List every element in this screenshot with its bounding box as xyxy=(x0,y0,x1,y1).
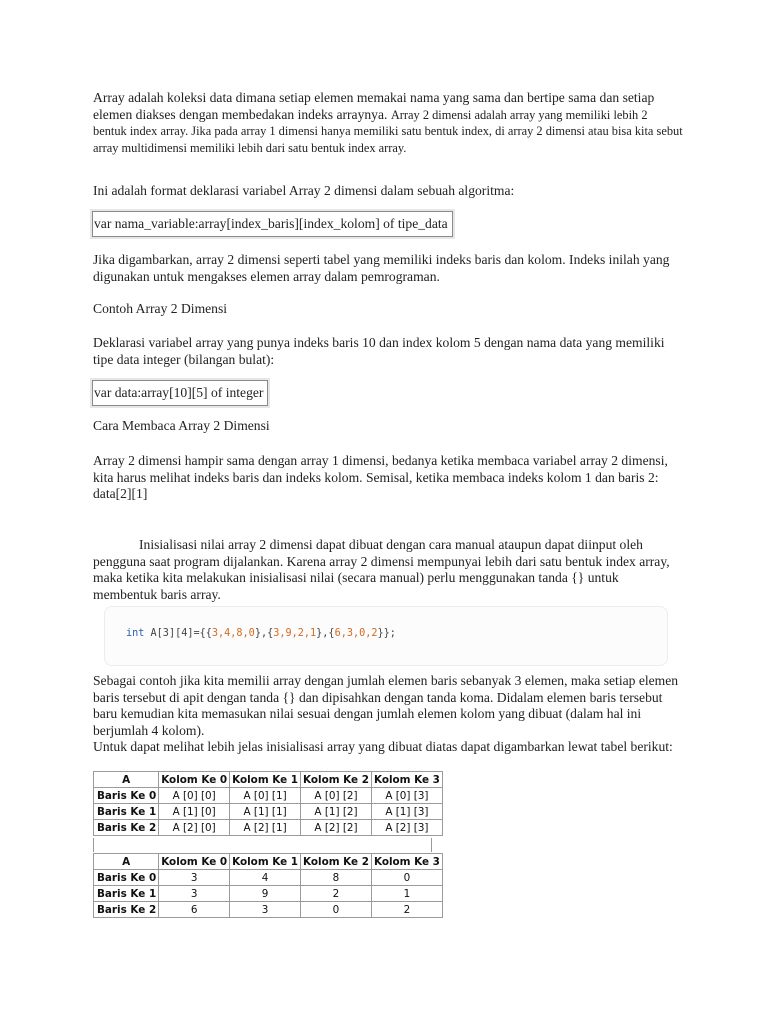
table-cell: 0 xyxy=(301,902,372,918)
table-cell: A [1] [1] xyxy=(230,804,301,820)
row-label: Baris Ke 2 xyxy=(94,820,159,836)
table-header-cell: Kolom Ke 0 xyxy=(159,772,230,788)
table-cell: A [1] [3] xyxy=(371,804,442,820)
table-cell: A [2] [1] xyxy=(230,820,301,836)
table-cell: 8 xyxy=(301,870,372,886)
table-cell: 1 xyxy=(371,886,442,902)
code-decl: A[3][4]={{ xyxy=(144,628,212,639)
table-corner: A xyxy=(94,854,159,870)
table-cell: A [0] [2] xyxy=(301,788,372,804)
intro-paragraph xyxy=(93,90,683,156)
index-table xyxy=(93,771,443,836)
table-spacer xyxy=(93,838,432,852)
table-header-row xyxy=(94,772,443,788)
code-block xyxy=(104,606,668,666)
format-intro: Ini adalah format deklarasi variabel Array 2 dimensi dalam sebuah algoritma: xyxy=(93,183,515,198)
row-label: Baris Ke 2 xyxy=(94,902,159,918)
example-description: Deklarasi variabel array yang punya indeks baris 10 dan index kolom 5 dengan nama data yang memiliki tipe data integer (bilangan bulat): xyxy=(93,335,665,367)
read-text: Array 2 dimensi hampir sama dengan array 1 dimensi, bedanya ketika membaca variabel array 2 dimensi, kita harus melihat indeks baris dan indeks kolom. Semisal, ketika membaca indeks kolom 1 dan baris 2: xyxy=(93,453,668,485)
intro-text-2: Array 2 dimensi adalah array yang memiliki lebih 2 bentuk index array. Jika pada array 1 dimensi hanya memiliki satu bentuk index, di array 2 dimensi atau bisa kita sebut array multidimensi memiliki lebih dari satu bentuk index array. xyxy=(93,107,683,155)
table-header-cell: Kolom Ke 2 xyxy=(301,854,372,870)
value-table xyxy=(93,853,443,918)
read-example: data[2][1] xyxy=(93,486,148,502)
table-header-cell: Kolom Ke 2 xyxy=(301,772,372,788)
code-row-1: 3,4,8,0 xyxy=(211,628,255,639)
table-header-cell: Kolom Ke 3 xyxy=(371,772,442,788)
table-row xyxy=(94,902,443,918)
table-cell: A [0] [1] xyxy=(230,788,301,804)
table-cell: 3 xyxy=(159,870,230,886)
example-rows-paragraph: Sebagai contoh jika kita memilii array dengan jumlah elemen baris sebanyak 3 elemen, maka setiap elemen baris tersebut di apit dengan tanda {} dan dipisahkan dengan tanda koma. Didalam elemen baris tersebut baru kemudian kita memasukan nilai sesuai dengan jumlah elemen kolom yang dibuat (dalam hal ini berjumlah 4 kolom). xyxy=(93,673,679,738)
table-cell: 9 xyxy=(230,886,301,902)
table-header-cell: Kolom Ke 1 xyxy=(230,854,301,870)
row-label: Baris Ke 1 xyxy=(94,804,159,820)
table-cell: A [2] [2] xyxy=(301,820,372,836)
code-row-2: 3,9,2,1 xyxy=(273,628,317,639)
table-cell: 2 xyxy=(371,902,442,918)
table-cell: A [0] [3] xyxy=(371,788,442,804)
code-line xyxy=(126,628,396,639)
intro-text-1: Array adalah koleksi data dimana setiap elemen memakai nama yang sama dan bertipe sama dan setiap elemen diakses dengan membedakan indeks arraynya. xyxy=(93,90,655,122)
table-cell: A [1] [2] xyxy=(301,804,372,820)
heading-example: Contoh Array 2 Dimensi xyxy=(93,301,228,316)
table-corner: A xyxy=(94,772,159,788)
table-cell: 3 xyxy=(230,902,301,918)
table-header-cell: Kolom Ke 1 xyxy=(230,772,301,788)
table-row xyxy=(94,820,443,836)
example-declaration-box: var data:array[10][5] of integer xyxy=(92,380,268,406)
code-keyword: int xyxy=(126,628,145,639)
table-row xyxy=(94,870,443,886)
table-header-cell: Kolom Ke 0 xyxy=(159,854,230,870)
code-sep-2: },{ xyxy=(316,628,335,639)
heading-read: Cara Membaca Array 2 Dimensi xyxy=(93,418,270,433)
illustration-paragraph: Jika digambarkan, array 2 dimensi seperti tabel yang memiliki indeks baris dan kolom. Indeks inilah yang digunakan untuk mengakses elemen array dalam pemrograman. xyxy=(93,252,670,284)
table-cell: 3 xyxy=(159,886,230,902)
table-header-row xyxy=(94,854,443,870)
table-row xyxy=(94,804,443,820)
table-cell: A [2] [3] xyxy=(371,820,442,836)
code-end: }}; xyxy=(377,628,396,639)
table-cell: 4 xyxy=(230,870,301,886)
table-cell: 6 xyxy=(159,902,230,918)
table-header-cell: Kolom Ke 3 xyxy=(371,854,442,870)
code-sep-1: },{ xyxy=(254,628,274,639)
table-row xyxy=(94,788,443,804)
declaration-format-box: var nama_variable:array[index_baris][index_kolom] of tipe_data xyxy=(92,211,453,237)
code-row-3: 6,3,0,2 xyxy=(334,628,378,639)
table-intro: Untuk dapat melihat lebih jelas inisialisasi array yang dibuat diatas dapat digambarkan lewat tabel berikut: xyxy=(93,739,673,754)
read-description xyxy=(93,453,683,503)
table-row xyxy=(94,886,443,902)
row-label: Baris Ke 0 xyxy=(94,788,159,804)
table-cell: 2 xyxy=(301,886,372,902)
table-cell: A [0] [0] xyxy=(159,788,230,804)
init-description: Inisialisasi nilai array 2 dimensi dapat dibuat dengan cara manual ataupun dapat diinput oleh pengguna saat program dijalankan. Karena array 2 dimensi mempunyai lebih dari satu bentuk index array, maka ketika kita melakukan inisialisasi nilai (secara manual) perlu menggunakan tanda {} untuk membentuk baris array. xyxy=(93,537,670,602)
table-cell: 0 xyxy=(371,870,442,886)
row-label: Baris Ke 0 xyxy=(94,870,159,886)
table-cell: A [2] [0] xyxy=(159,820,230,836)
table-cell: A [1] [0] xyxy=(159,804,230,820)
row-label: Baris Ke 1 xyxy=(94,886,159,902)
